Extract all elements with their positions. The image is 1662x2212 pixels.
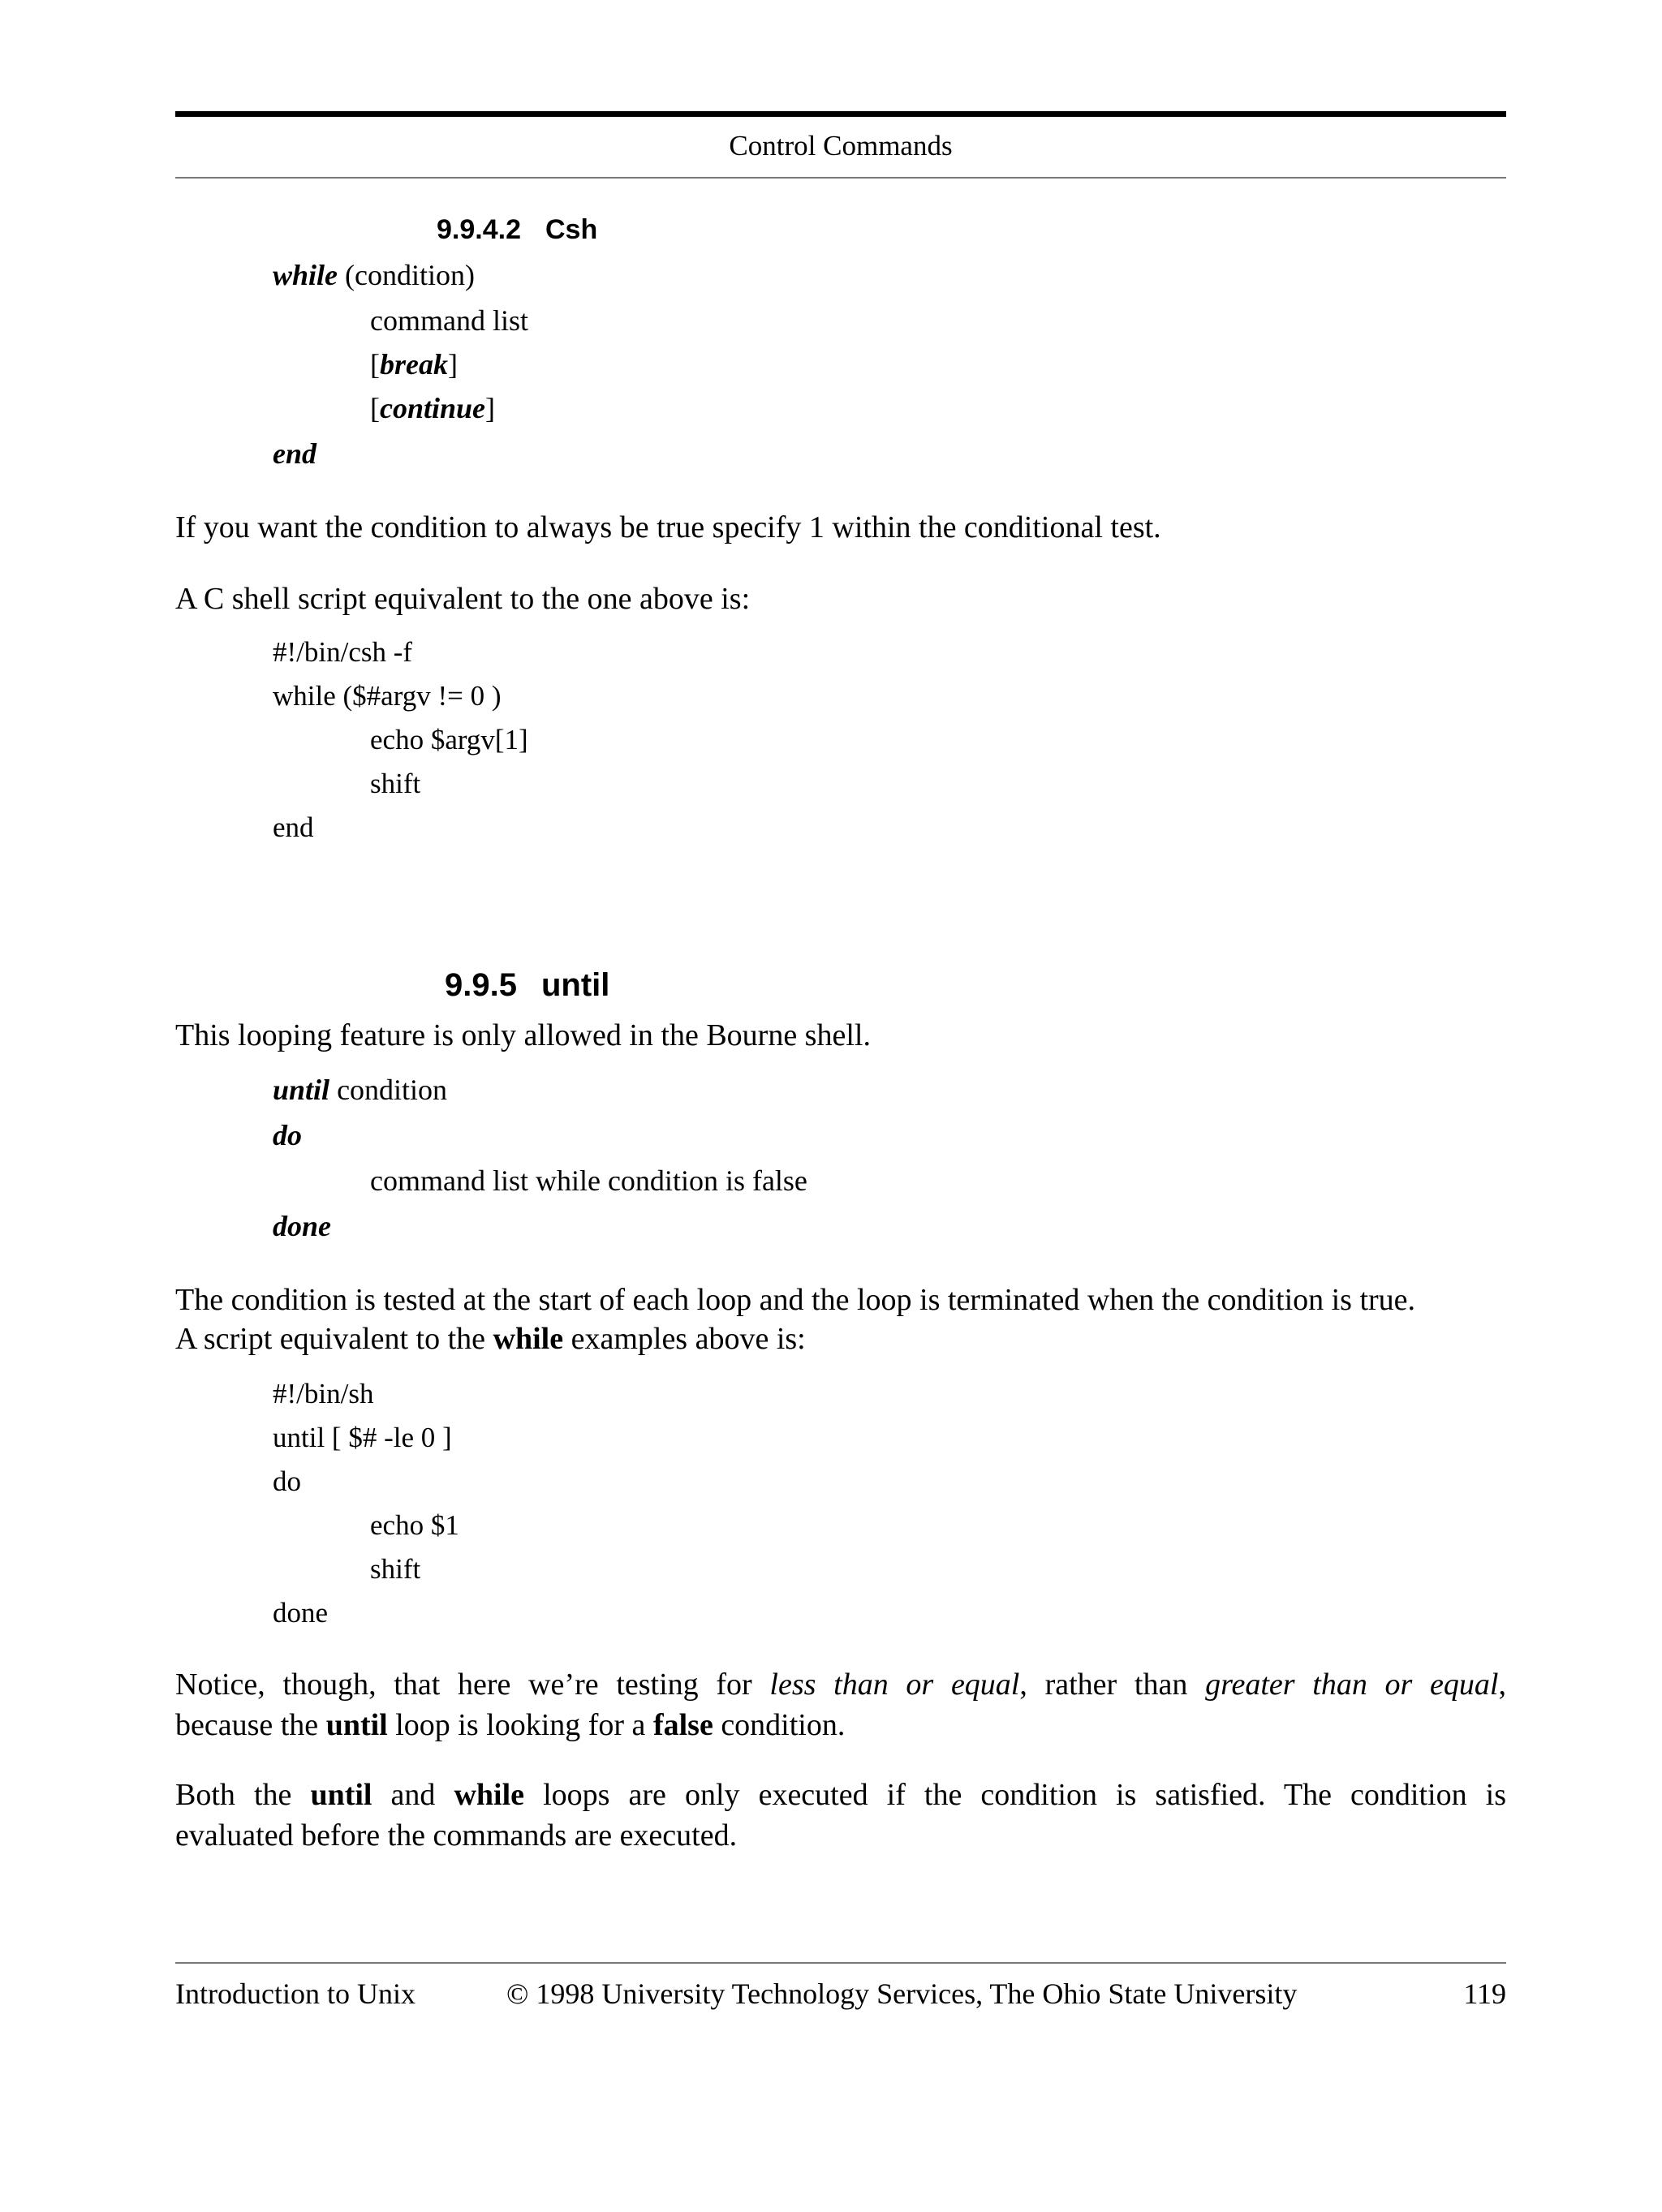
paragraph-script-equivalent — [175, 1319, 806, 1358]
keyword-done: done — [273, 1210, 331, 1242]
page-number: 119 — [1463, 1977, 1506, 2010]
syntax-until-line — [273, 1073, 447, 1107]
paragraph-csh-equivalent: A C shell script equivalent to the one above is: — [175, 582, 751, 616]
paragraph-always-true: If you want the condition to always be true specify 1 within the conditional test. — [175, 510, 1161, 544]
subsection-number: 9.9.4.2 — [437, 214, 521, 245]
bold-while: while — [454, 1778, 525, 1812]
text-run: loops are only executed if the condition is satisfied. The condition is — [524, 1778, 1506, 1812]
code-line: echo $1 — [370, 1509, 459, 1541]
code-line: end — [273, 811, 314, 843]
bold-while: while — [493, 1322, 564, 1356]
text-run: because the — [175, 1708, 326, 1742]
text-run: A script equivalent to the — [175, 1322, 493, 1356]
italic-less-than-or-equal: less than or equal — [769, 1668, 1020, 1702]
text-run: Both the — [175, 1778, 311, 1812]
syntax-condition: (condition) — [338, 259, 475, 291]
text-run: , rather than — [1019, 1668, 1206, 1702]
bold-until: until — [325, 1708, 388, 1742]
syntax-while-line — [273, 258, 475, 292]
bracket-open: [ — [370, 348, 380, 381]
code-line: #!/bin/csh -f — [273, 636, 413, 668]
header-rule-thin — [175, 177, 1506, 179]
code-line: do — [273, 1465, 301, 1497]
syntax-continue-line — [370, 391, 495, 425]
keyword-continue: continue — [380, 392, 486, 424]
section-title: until — [540, 967, 610, 1003]
bold-false: false — [652, 1708, 713, 1742]
code-line: shift — [370, 1553, 421, 1585]
section-heading — [445, 967, 609, 1004]
paragraph-both-line1 — [175, 1777, 1506, 1813]
footer-rule — [175, 1962, 1506, 1964]
code-line: shift — [370, 768, 421, 799]
text-run: and — [372, 1778, 454, 1812]
subsection-heading — [437, 214, 597, 246]
text-run: Notice, though, that here we’re testing for — [175, 1668, 770, 1702]
paragraph-bourne-only: This looping feature is only allowed in the Bourne shell. — [175, 1018, 871, 1052]
keyword-end: end — [273, 437, 316, 470]
footer-book-title: Introduction to Unix — [175, 1977, 416, 2010]
keyword-until: until — [273, 1074, 330, 1106]
bracket-close: ] — [485, 392, 496, 424]
syntax-command-list: command list while condition is false — [370, 1164, 807, 1197]
running-header: Control Commands — [729, 130, 953, 161]
subsection-title: Csh — [545, 214, 598, 245]
code-line: echo $argv[1] — [370, 724, 528, 755]
bracket-open: [ — [370, 392, 380, 424]
code-line: done — [273, 1597, 329, 1629]
section-number: 9.9.5 — [445, 967, 517, 1003]
syntax-condition: condition — [329, 1074, 448, 1106]
code-line: while ($#argv != 0 ) — [273, 680, 502, 712]
paragraph-notice-line2 — [175, 1706, 845, 1745]
keyword-while: while — [273, 259, 338, 291]
text-run: loop is looking for a — [387, 1708, 653, 1742]
text-run: , — [1498, 1668, 1506, 1702]
paragraph-notice-line1 — [175, 1667, 1506, 1702]
text-run: examples above is: — [563, 1322, 806, 1356]
code-line: #!/bin/sh — [273, 1378, 374, 1409]
header-rule-thick — [175, 111, 1506, 117]
bracket-close: ] — [448, 348, 458, 381]
italic-greater-than-or-equal: greater than or equal — [1205, 1668, 1499, 1702]
code-line: until [ $# -le 0 ] — [273, 1422, 452, 1453]
syntax-break-line — [370, 347, 458, 381]
footer-copyright: © 1998 University Technology Services, The Ohio State University — [506, 1977, 1298, 2010]
keyword-break: break — [380, 348, 448, 381]
paragraph-both-line2: evaluated before the commands are executed. — [175, 1818, 738, 1853]
syntax-command-list: command list — [370, 304, 528, 337]
text-run: condition. — [713, 1708, 846, 1742]
bold-until: until — [310, 1778, 372, 1812]
keyword-do: do — [273, 1119, 302, 1151]
paragraph-condition-tested: The condition is tested at the start of each loop and the loop is terminated when the condition is true. — [175, 1283, 1416, 1317]
